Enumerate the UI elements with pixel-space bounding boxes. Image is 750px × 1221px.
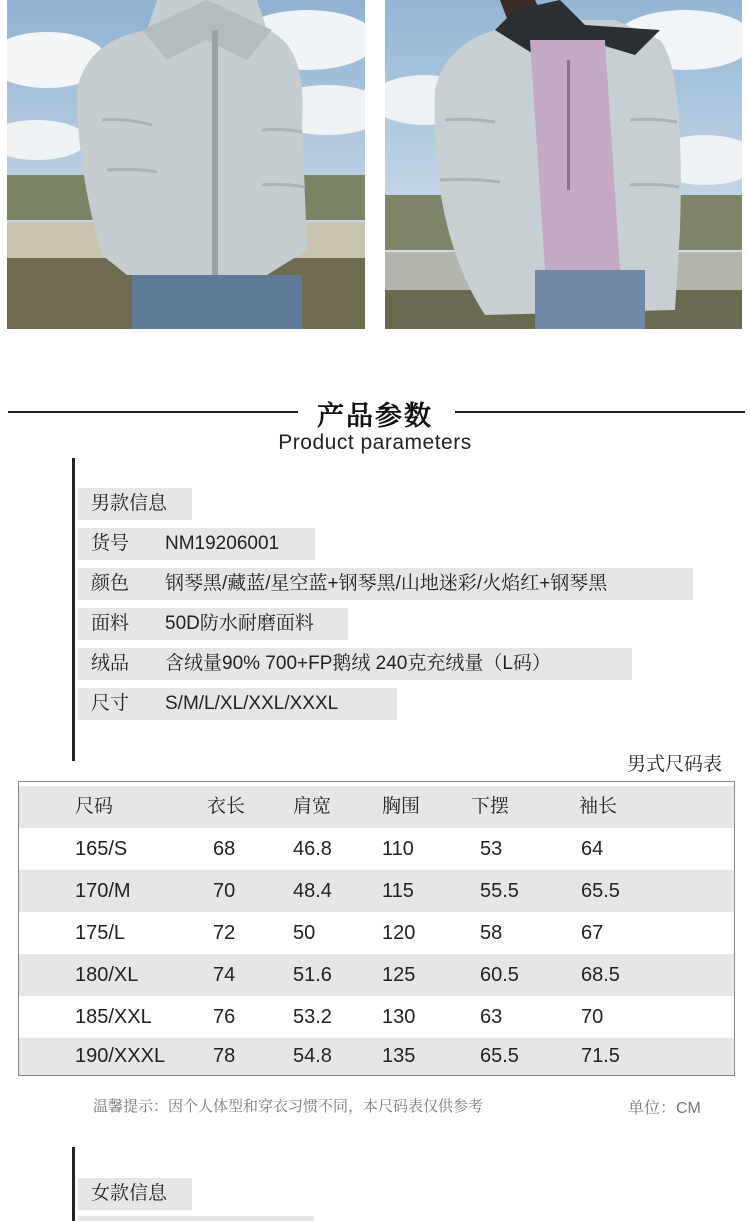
table-cell: 71.5 (581, 1045, 620, 1067)
section-title-cn: 产品参数 (317, 401, 433, 431)
info-key: 尺寸 (91, 693, 130, 714)
header-cell: 尺码 (75, 796, 114, 817)
table-cell: 72 (213, 922, 236, 944)
table-cell: 170/M (75, 880, 131, 902)
table-cell: 185/XXL (75, 1006, 152, 1028)
table-cell: 65.5 (480, 1045, 519, 1067)
header-cell: 袖长 (579, 796, 618, 817)
table-cell: 190/XXXL (75, 1045, 166, 1067)
table-cell: 180/XL (75, 964, 139, 986)
table-row (19, 1038, 734, 1075)
table-cell: 74 (213, 964, 236, 986)
table-row (19, 828, 734, 870)
header-cell: 下摆 (471, 796, 510, 817)
header-cell: 肩宽 (293, 796, 332, 817)
table-cell: 70 (581, 1006, 604, 1028)
men-info-heading: 男款信息 (78, 488, 192, 520)
table-cell: 78 (213, 1045, 236, 1067)
model-front-photo (7, 0, 365, 329)
table-cell: 64 (581, 838, 604, 860)
table-cell: 55.5 (480, 880, 519, 902)
table-cell: 110 (382, 838, 414, 860)
table-cell: 50 (293, 922, 316, 944)
table-cell: 165/S (75, 838, 128, 860)
info-value: 含绒量90% 700+FP鹅绒 240克充绒量（L码） (165, 653, 551, 674)
info-row-fabric (78, 608, 348, 640)
section-title (0, 392, 750, 462)
info-value: S/M/L/XL/XXL/XXXL (165, 693, 339, 714)
women-info-next-row (78, 1216, 314, 1221)
info-value: 钢琴黑/藏蓝/星空蓝+钢琴黑/山地迷彩/火焰红+钢琴黑 (165, 573, 608, 594)
info-row-color (78, 568, 693, 600)
women-info-heading: 女款信息 (78, 1178, 192, 1210)
table-row (19, 996, 734, 1038)
table-cell: 125 (382, 964, 416, 986)
table-row (19, 912, 734, 954)
table-cell: 68.5 (581, 964, 620, 986)
info-row-size (78, 688, 397, 720)
table-cell: 63 (480, 1006, 503, 1028)
section-title-en: Product parameters (278, 431, 472, 454)
table-cell: 46.8 (293, 838, 332, 860)
table-cell: 130 (382, 1006, 416, 1028)
women-info-accent-bar (72, 1147, 75, 1221)
table-cell: 65.5 (581, 880, 620, 902)
size-table-unit: 单位：CM (628, 1100, 701, 1117)
table-cell: 48.4 (293, 880, 332, 902)
size-table (18, 781, 735, 1076)
table-cell: 58 (480, 922, 503, 944)
size-table-caption: 男式尺码表 (626, 754, 722, 775)
info-key: 颜色 (91, 573, 130, 594)
info-value: NM19206001 (165, 533, 280, 554)
table-cell: 54.8 (293, 1045, 332, 1067)
header-cell: 衣长 (207, 796, 246, 817)
size-table-note: 温馨提示：因个人体型和穿衣习惯不同，本尺码表仅供参考 (93, 1098, 484, 1115)
table-cell: 51.6 (293, 964, 332, 986)
table-cell: 115 (382, 880, 414, 902)
table-row (19, 954, 734, 996)
table-cell: 70 (213, 880, 236, 902)
table-row (19, 870, 734, 912)
table-cell: 76 (213, 1006, 236, 1028)
info-key: 货号 (91, 533, 130, 554)
product-photos (0, 0, 750, 330)
info-key: 面料 (91, 613, 130, 634)
info-row-down (78, 648, 632, 680)
header-cell: 胸围 (382, 796, 421, 817)
table-cell: 53 (480, 838, 503, 860)
table-cell: 53.2 (293, 1006, 332, 1028)
model-open-jacket-photo (385, 0, 742, 329)
size-table-header (19, 786, 734, 828)
info-key: 绒品 (91, 653, 130, 674)
table-cell: 67 (581, 922, 604, 944)
table-cell: 120 (382, 922, 416, 944)
table-cell: 175/L (75, 922, 126, 944)
table-cell: 135 (382, 1045, 416, 1067)
table-cell: 60.5 (480, 964, 519, 986)
table-cell: 68 (213, 838, 236, 860)
men-info-accent-bar (72, 458, 75, 761)
info-value: 50D防水耐磨面料 (165, 613, 314, 634)
info-row-sku (78, 528, 315, 560)
